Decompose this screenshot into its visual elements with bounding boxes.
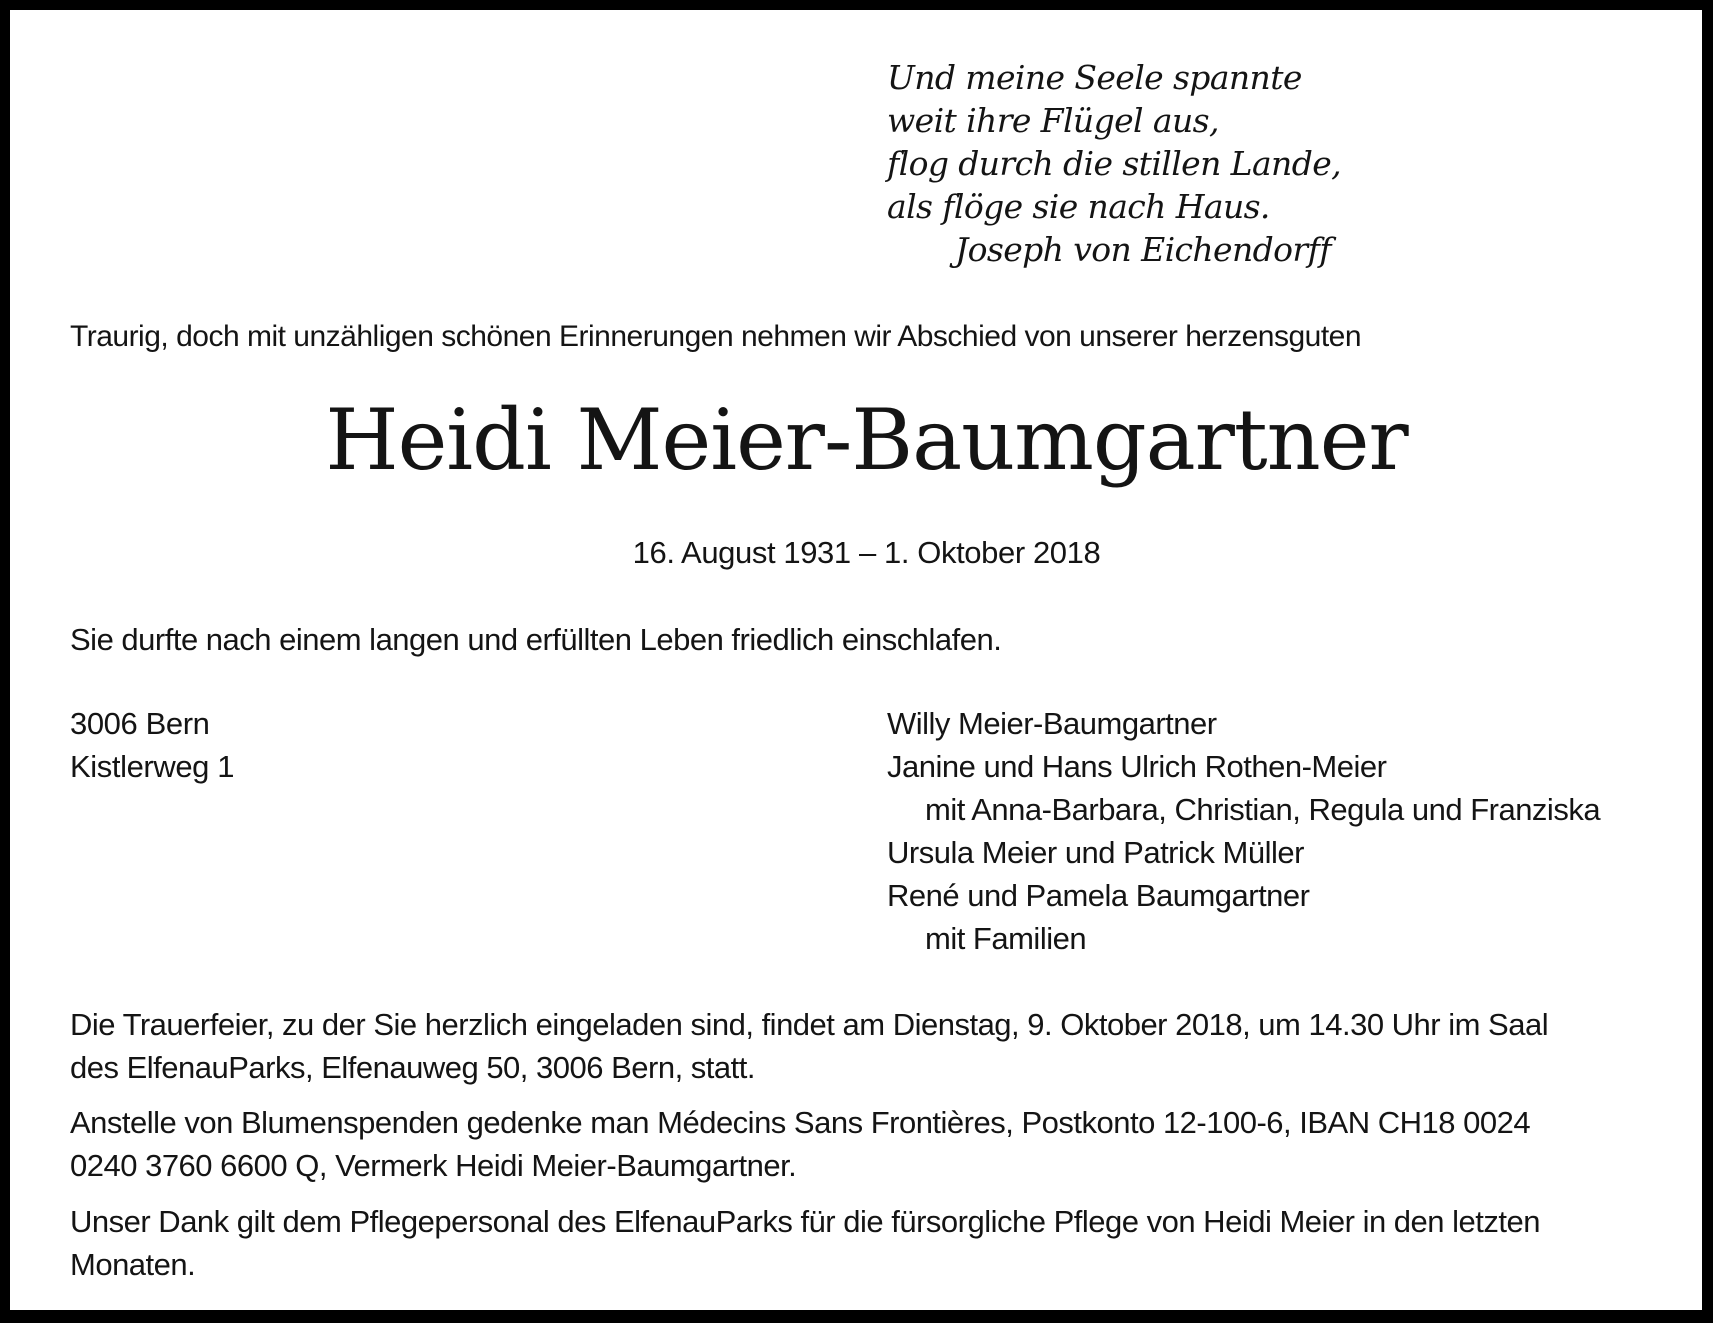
service-announcement: [70, 1003, 1670, 1089]
thanks-note: [70, 1200, 1670, 1286]
thanks-line: Monaten.: [70, 1247, 196, 1282]
donation-note: [70, 1101, 1670, 1187]
mourner-entry: Ursula Meier und Patrick Müller: [887, 835, 1304, 870]
address-street: Kistlerweg 1: [70, 749, 235, 784]
mourner-entry: Willy Meier-Baumgartner: [887, 706, 1217, 741]
life-dates: 16. August 1931 – 1. Oktober 2018: [632, 535, 1101, 570]
mourner-entry: mit Familien: [925, 921, 1087, 956]
intro-text: Traurig, doch mit unzähligen schönen Erinnerungen nehmen wir Abschied von unserer herzensguten: [70, 320, 1362, 353]
family-address: [70, 702, 234, 788]
mourner-entry: Janine und Hans Ulrich Rothen-Meier: [887, 749, 1387, 784]
passing-statement: Sie durfte nach einem langen und erfüllten Leben friedlich einschlafen.: [70, 622, 1002, 657]
donation-line: 0240 3760 6600 Q, Vermerk Heidi Meier-Baumgartner.: [70, 1148, 797, 1183]
thanks-line: Unser Dank gilt dem Pflegepersonal des ElfenauParks für die fürsorgliche Pflege von Heidi Meier in den letzten: [70, 1204, 1540, 1239]
poem-line: weit ihre Flügel aus,: [887, 101, 1219, 140]
service-line: des ElfenauParks, Elfenauweg 50, 3006 Bern, statt.: [70, 1050, 756, 1085]
mourner-entry: mit Anna-Barbara, Christian, Regula und Franziska: [925, 792, 1601, 827]
address-city: 3006 Bern: [70, 706, 210, 741]
mourners-list: [887, 702, 1600, 960]
poem-line: flog durch die stillen Lande,: [887, 144, 1342, 183]
deceased-name: Heidi Meier-Baumgartner: [325, 391, 1408, 489]
poem-author: Joseph von Eichendorff: [955, 230, 1331, 269]
mourner-entry: René und Pamela Baumgartner: [887, 878, 1310, 913]
donation-line: Anstelle von Blumenspenden gedenke man Médecins Sans Frontières, Postkonto 12-100-6, IBAN CH18 0024: [70, 1105, 1531, 1140]
poem-line: Und meine Seele spannte: [887, 58, 1302, 97]
service-line: Die Trauerfeier, zu der Sie herzlich eingeladen sind, findet am Dienstag, 9. Oktober 2018, um 14.30 Uhr im Saal: [70, 1007, 1549, 1042]
poem-quote: [887, 56, 1341, 271]
poem-line: als flöge sie nach Haus.: [887, 187, 1270, 226]
